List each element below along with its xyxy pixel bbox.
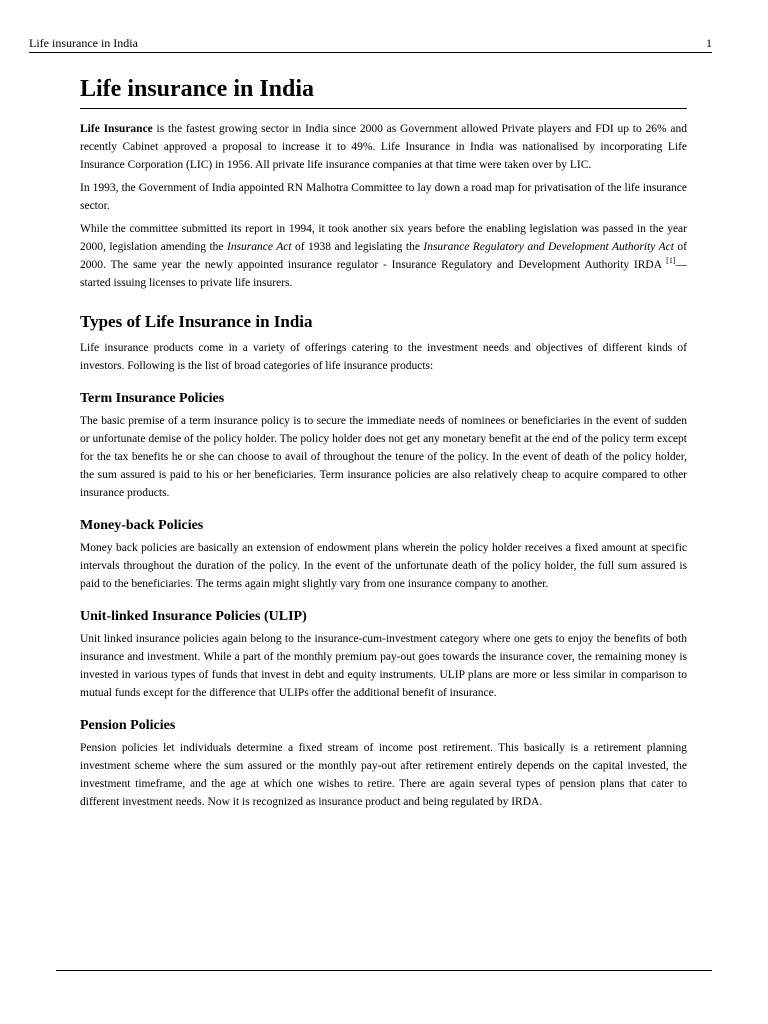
ulip-text: Unit linked insurance policies again belong to the insurance-cum-investment category where one gets to enjoy the benefits of both insurance and investment. While a part of the monthly premium pay-out goes towards the insurance cover, the remaining money is invested in various types of funds that invest in debt and equity instruments. ULIP plans are more or less similar in comparison to mutual funds except for the difference that ULIPs offer the additional benefit of insurance. (80, 633, 687, 699)
intro-text-3d: —started issuing licenses to private life insurers. (80, 259, 687, 289)
intro-paragraph-1 (80, 120, 687, 174)
intro-bold-term: Life Insurance (80, 123, 153, 135)
types-section-heading: Types of Life Insurance in India (80, 312, 313, 331)
running-title: Life insurance in India (29, 36, 138, 50)
ulip-heading: Unit-linked Insurance Policies (ULIP) (80, 609, 307, 624)
term-insurance-heading: Term Insurance Policies (80, 391, 225, 406)
irda-act-link[interactable]: Insurance Regulatory and Development Authority Act (423, 241, 674, 253)
footer-divider (56, 970, 712, 971)
intro-text-1: is the fastest growing sector in India since 2000 as Government allowed Private players and FDI up to 26% and recently Cabinet approved a proposal to increase it to 49%. Life Insurance in India was nationalised by incorporating Life Insurance Corporation (LIC) in 1956. All private life insurance companies at that time were taken over by LIC. (80, 123, 687, 171)
intro-text-3a: While the committee submitted its report in 1994, it took another six years before the enabling legislation was passed in the year 2000, legislation amending the (80, 223, 687, 253)
insurance-act-link[interactable]: Insurance Act (226, 241, 292, 253)
intro-paragraph-2: In 1993, the Government of India appointed RN Malhotra Committee to lay down a road map for privatisation of the life insurance sector. (80, 182, 687, 212)
intro-text-3c: of 2000. The same year the newly appointed insurance regulator - Insurance Regulatory and Development Authority IRDA (80, 241, 687, 271)
term-insurance-text: The basic premise of a term insurance policy is to secure the immediate needs of nominees or beneficiaries in the event of sudden or unfortunate demise of the policy holder. The policy holder does not get any monetary benefit at the end of the policy term except for the tax benefits he or she can choose to avail of throughout the tenure of the policy. In the event of death of the policy holder, the sum assured is paid to his or her beneficiaries. Term insurance policies are also relatively cheap to acquire compared to other insurance products. (80, 415, 687, 499)
page-title: Life insurance in India (80, 74, 687, 109)
page-content (80, 74, 687, 811)
pension-heading: Pension Policies (80, 718, 176, 733)
pension-text: Pension policies let individuals determine a fixed stream of income post retirement. This basically is a retirement planning investment scheme where the sum assured or the monthly pay-out after retirement entirely depends on the capital invested, the investment timeframe, and the age at which one wishes to retire. There are again several types of pension plans that cater to different investment needs. Now it is recognized as insurance product and being regulated by IRDA. (80, 742, 687, 808)
reference-1-link[interactable]: [1] (666, 256, 676, 266)
running-header (29, 36, 712, 53)
money-back-text: Money back policies are basically an extension of endowment plans wherein the policy holder receives a fixed amount at specific intervals throughout the duration of the policy. In the event of the unfortunate death of the policy holder, the full sum assured is paid to the beneficiaries. The terms again might slightly vary from one insurance company to another. (80, 542, 687, 590)
intro-text-3b: of 1938 and legislating the (291, 241, 424, 253)
page-number: 1 (706, 36, 712, 50)
money-back-heading: Money-back Policies (80, 518, 204, 533)
types-section-intro: Life insurance products come in a variety of offerings catering to the investment needs and objectives of different kinds of investors. Following is the list of broad categories of life insurance products: (80, 342, 687, 372)
intro-paragraph-3 (80, 220, 687, 292)
